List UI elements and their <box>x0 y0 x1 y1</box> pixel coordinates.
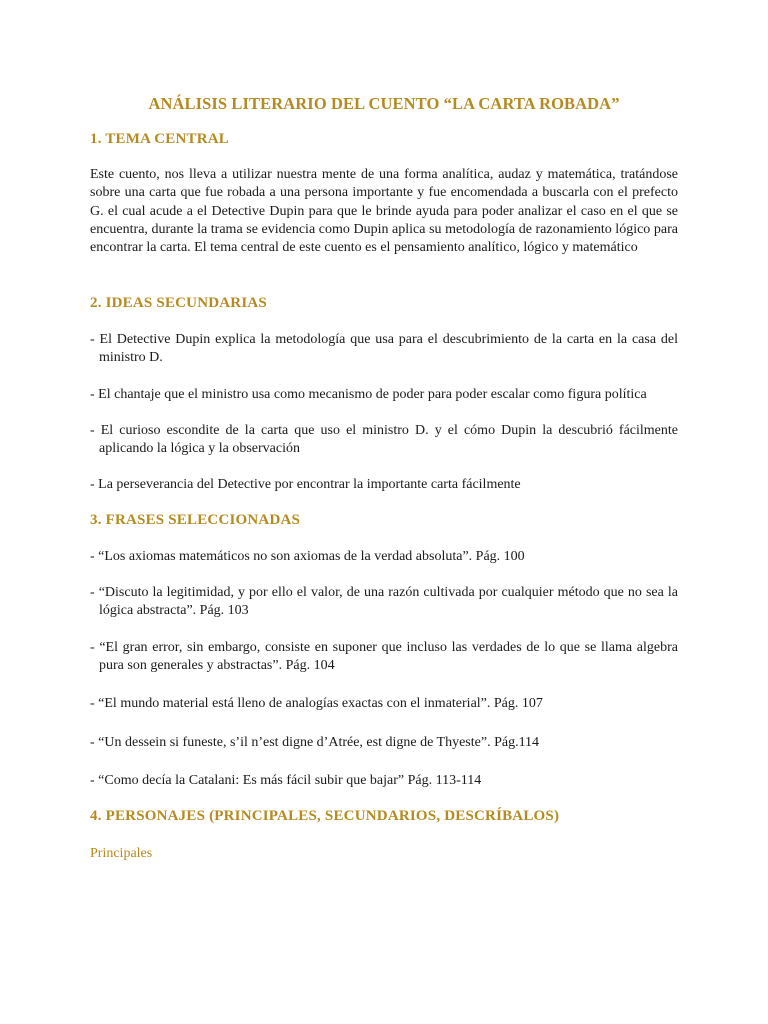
frase-item-3: - “El gran error, sin embargo, consiste en suponer que incluso las verdades de lo que se llama algebra pura son generales y abstractas”. Pág. 104 <box>90 640 678 674</box>
frase-item-1: - “Los axiomas matemáticos no son axiomas de la verdad absoluta”. Pág. 100 <box>90 549 525 564</box>
heading-personajes: 4. PERSONAJES (PRINCIPALES, SECUNDARIOS, DESCRÍBALOS) <box>90 808 560 824</box>
document-title: ANÁLISIS LITERARIO DEL CUENTO “LA CARTA ROBADA” <box>148 94 620 113</box>
heading-frases-seleccionadas: 3. FRASES SELECCIONADAS <box>90 512 301 528</box>
subheading-principales: Principales <box>90 846 153 861</box>
idea-item-4: - La perseverancia del Detective por encontrar la importante carta fácilmente <box>90 477 521 492</box>
frase-item-6: - “Como decía la Catalani: Es más fácil subir que bajar” Pág. 113-114 <box>90 773 482 788</box>
frase-item-5: - “Un dessein si funeste, s’il n’est digne d’Atrée, est digne de Thyeste”. Pág.114 <box>90 735 540 750</box>
idea-item-3: - El curioso escondite de la carta que uso el ministro D. y el cómo Dupin la descubrió fácilmente aplicando la lógica y la observación <box>90 423 678 457</box>
frase-item-4: - “El mundo material está lleno de analogías exactas con el inmaterial”. Pág. 107 <box>90 696 543 711</box>
idea-item-1: - El Detective Dupin explica la metodología que usa para el descubrimiento de la carta en la casa del ministro D. <box>90 332 678 366</box>
idea-item-2: - El chantaje que el ministro usa como mecanismo de poder para poder escalar como figura política <box>90 387 647 402</box>
heading-tema-central: 1. TEMA CENTRAL <box>90 131 229 147</box>
frase-item-2: - “Discuto la legitimidad, y por ello el valor, de una razón cultivada por cualquier método que no sea la lógica abstracta”. Pág. 103 <box>90 585 678 619</box>
heading-ideas-secundarias: 2. IDEAS SECUNDARIAS <box>90 295 267 311</box>
tema-central-paragraph: Este cuento, nos lleva a utilizar nuestra mente de una forma analítica, audaz y matemática, tratándose sobre una carta que fue robada a una persona importante y fue encomendada a buscarla con el prefecto G. el cual acude a el Detective Dupin para que le brinde ayuda para poder analizar el caso en el que se encuentra, durante la trama se evidencia como Dupin aplica su metodología de razonamiento lógico para encontrar la carta. El tema central de este cuento es el pensamiento analítico, lógico y matemático <box>90 167 678 256</box>
